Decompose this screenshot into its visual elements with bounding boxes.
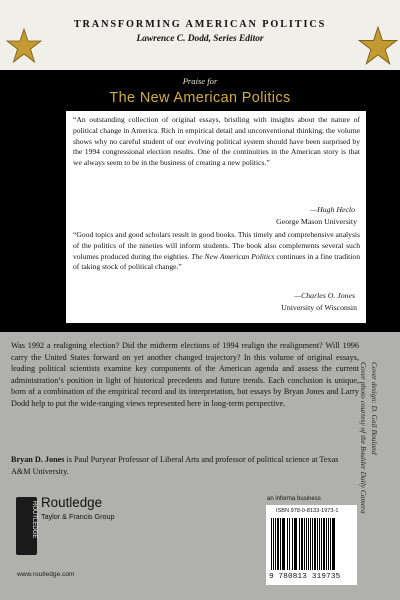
- barcode-bar: [294, 518, 297, 570]
- barcode-bar: [282, 518, 285, 570]
- isbn-text: ISBN 978-0-8133-1973-1: [276, 508, 339, 514]
- barcode-bar: [317, 518, 318, 570]
- publisher-name: Routledge: [41, 495, 103, 510]
- book-title: The New American Politics: [109, 90, 291, 106]
- author-bio-text: is Paul Puryear Professor of Liberal Arts and professor of political science at Texas A&M University.: [11, 455, 339, 476]
- cover-photo-credit: Cover photo courtesy of the Boulder Daily Camera: [359, 362, 368, 514]
- barcode-bar: [328, 518, 329, 570]
- barcode-bar: [330, 518, 331, 570]
- barcode-bar: [326, 518, 327, 570]
- author-bio: [11, 454, 359, 477]
- barcode-bar: [306, 518, 307, 570]
- barcode-bar: [321, 518, 322, 570]
- barcode-icon: [271, 518, 353, 572]
- cover-design-credit: Cover design: D. Gail Bouland: [370, 362, 379, 455]
- quote-author: —Charles O. Jones: [294, 291, 355, 300]
- barcode-bar: [292, 518, 293, 570]
- quote-affiliation: University of Wisconsin: [281, 303, 357, 312]
- quote-author: —Hugh Heclo: [310, 205, 355, 214]
- author-name: Bryan D. Jones: [11, 455, 65, 464]
- barcode-bar: [332, 518, 335, 570]
- barcode-bar: [280, 518, 281, 570]
- star-icon: [6, 28, 42, 64]
- barcode-bar: [287, 518, 288, 570]
- quote-affiliation: George Mason University: [276, 217, 357, 226]
- barcode-bar: [319, 518, 320, 570]
- publisher-url: www.routledge.com: [17, 571, 75, 578]
- barcode-bar: [308, 518, 309, 570]
- quote-book-title: The New American Politics: [191, 251, 275, 261]
- barcode-bar: [323, 518, 325, 570]
- cover-credits-text: [358, 362, 380, 514]
- barcode-bar: [304, 518, 305, 570]
- barcode-bar: [273, 518, 274, 570]
- barcode-bar: [301, 518, 303, 570]
- series-title: TRANSFORMING AMERICAN POLITICS: [73, 19, 327, 30]
- cover-credits: [358, 362, 394, 592]
- publisher-group: Taylor & Francis Group: [41, 512, 115, 521]
- barcode-bar: [299, 518, 300, 570]
- barcode-bar: [275, 518, 276, 570]
- series-editor: Lawrence C. Dodd, Series Editor: [136, 34, 264, 44]
- quote-text-part: continues in a fine tradition of taking stock of political change.”: [73, 251, 360, 272]
- book-description: Was 1992 a realigning election? Did the midterm elections of 1994 realign the realignment? Will 1996 carry the United States forward on yet another changed trajectory? In this volume of original essays, leading political scientists examine key components of the American agenda and assess the current administration’s position in light of historical precedents and future trends. Each conclusion is unique, born of a combination of the empirical record and its interpretation, but essays by Bryan Jones and Larry Dodd help to put the wide-ranging views represented here in long-term perspective.: [11, 341, 359, 408]
- quote-text-part: “Good topics and good scholars result in good books. This timely and comprehensive analysis of the politics of the nineties will inform students. The book also complements several such volumes produced during the eighties.: [73, 230, 360, 261]
- barcode-bar: [314, 518, 316, 570]
- quote-text: [73, 230, 360, 273]
- informa-tagline: an informa business: [267, 496, 321, 502]
- barcode-bar: [312, 518, 313, 570]
- publisher-block: [16, 495, 166, 578]
- barcode-bar: [310, 518, 311, 570]
- barcode-bar: [271, 518, 272, 570]
- routledge-logo-icon: [16, 497, 37, 555]
- barcode-bar: [277, 518, 279, 570]
- quote-text: “An outstanding collection of original essays, bristling with insights about the nature of political change in America. Rich in empirical detail and unconventional thinking, the volume shows why no careful student of our evolving political system should have been surprised by the 1994 congressional election results. One of the continuities in the American story is that we always seem to be in the business of creating a new politics.”: [73, 115, 360, 168]
- praise-heading: Praise for: [182, 76, 218, 86]
- barcode-digits: 9 780813 319735: [269, 573, 341, 581]
- logo-letters: ROUTLEDGE: [31, 501, 37, 539]
- star-icon: [358, 26, 398, 66]
- barcode-bar: [289, 518, 290, 570]
